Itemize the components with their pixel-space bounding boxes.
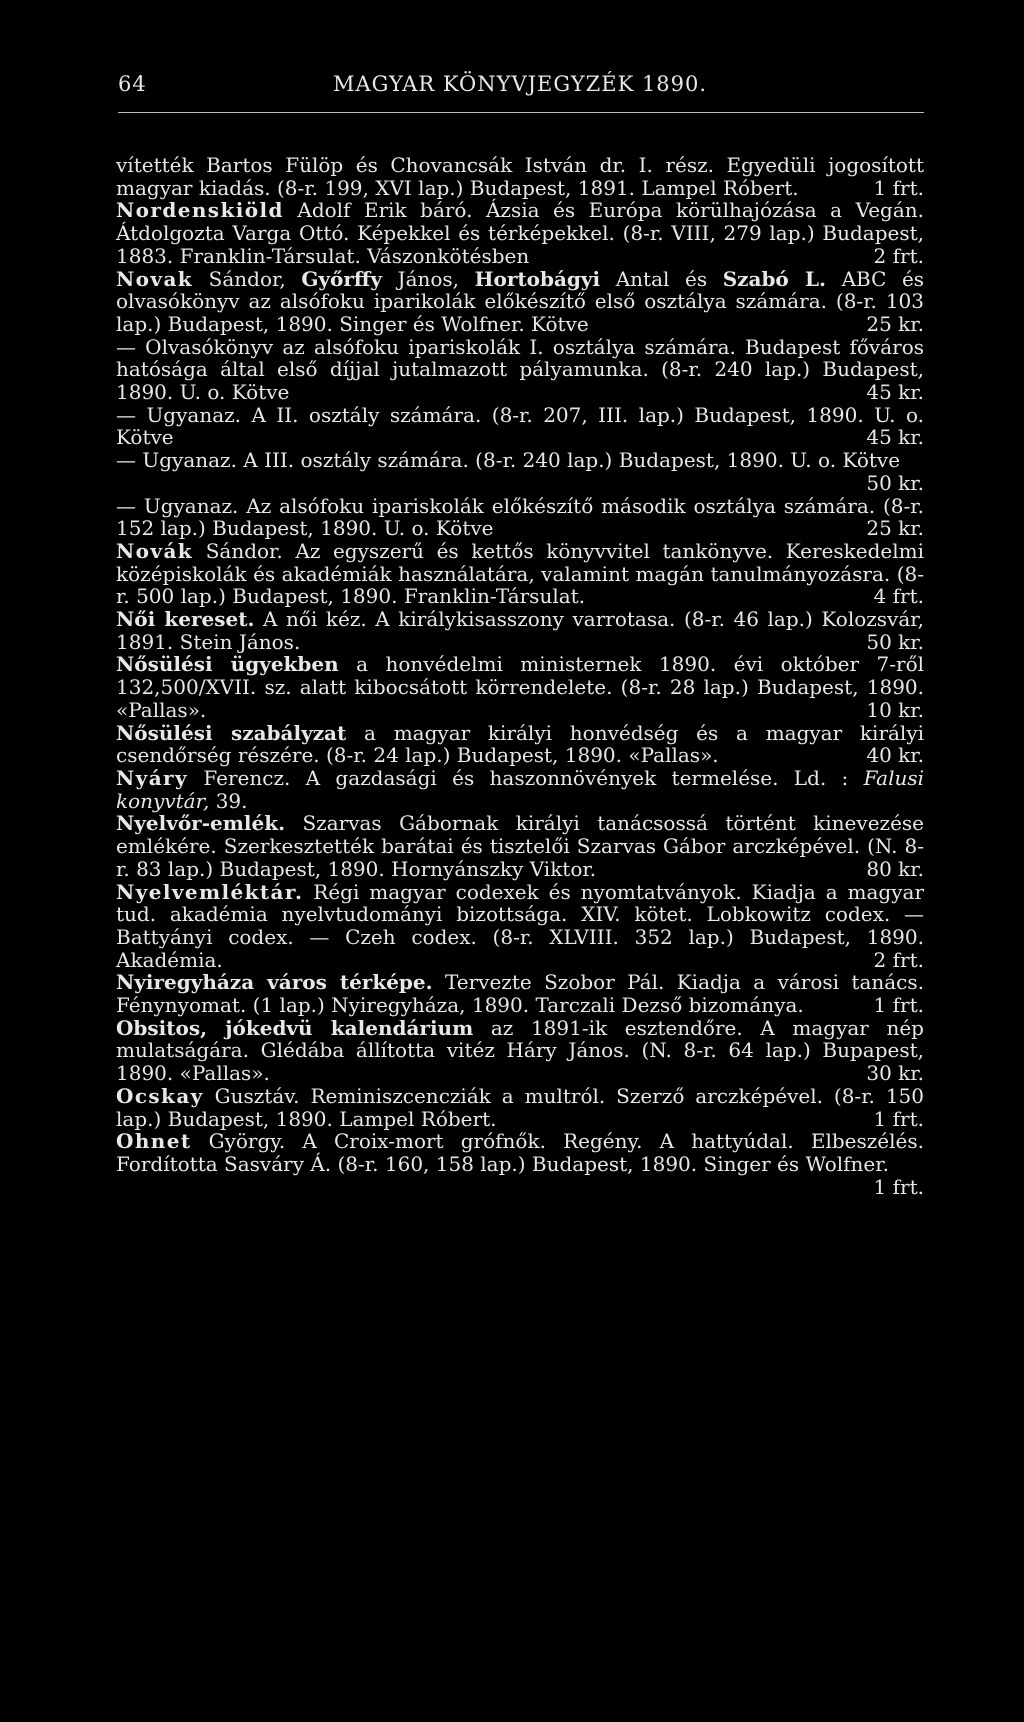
catalogue-entry	[116, 336, 924, 404]
entry-text: Antal és	[615, 266, 708, 291]
entry-text: Sándor,	[208, 266, 286, 291]
catalogue-entry	[116, 495, 924, 540]
entry-price: 80 kr.	[866, 856, 924, 881]
entry-price: 25 kr.	[866, 516, 924, 541]
entry-price: 1 frt.	[873, 1106, 924, 1131]
entry-price: 45 kr.	[866, 380, 924, 405]
entry-heading: Szabó L.	[722, 266, 826, 291]
catalogue-entry	[116, 540, 924, 608]
entry-heading: Hortobágyi	[474, 266, 601, 291]
catalogue-entry	[116, 812, 924, 880]
entry-heading: Obsitos, jókedvü kalendárium	[116, 1015, 474, 1040]
entry-text: Gusztáv. Reminiszcencziák a multról. Szerző arczképével. (8-r. 150 lap.) Budapest, 1890. Lampel Róbert.	[116, 1083, 924, 1131]
entry-text: Sándor. Az egyszerű és kettős könyvvitel tankönyve. Kereskedelmi középiskolák és akadémiák használatára, valamint magán tanulmányozásra. (8-r. 500 lap.) Budapest, 1890. Franklin-Társulat.	[116, 538, 925, 609]
entry-heading: Nyiregyháza város térképe.	[116, 970, 433, 995]
catalogue-entry	[116, 653, 924, 721]
entry-text: — Ugyanaz. Az alsófoku ipariskolák előkészítő második osztálya számára. (8-r. 152 lap.) Budapest, 1890. U. o. Kötve	[116, 493, 924, 541]
entry-heading: Nordenskiöld	[116, 198, 284, 223]
entry-heading: Nyáry	[116, 765, 189, 790]
entry-text: — Ugyanaz. A II. osztály számára. (8-r. 207, III. lap.) Budapest, 1890. U. o. Kötve	[116, 402, 924, 450]
entry-heading: Női kereset.	[116, 607, 255, 632]
entry-text: Tervezte Szobor Pál. Kiadja a városi tanács. Fénynyomat. (1 lap.) Nyiregyháza, 1890. Tarczali Dezső bizománya.	[116, 970, 925, 1018]
catalogue-entry	[116, 154, 924, 199]
entry-heading: Novak	[116, 266, 194, 291]
entry-price: 1 frt.	[873, 1174, 924, 1199]
entry-text: a honvédelmi ministernek 1890. évi október 7-ről 132,500/XVII. sz. alatt kibocsátott körrendelete. (8-r. 28 lap.) Budapest, 1890. «Pallas».	[116, 652, 925, 722]
catalogue-entry	[116, 1085, 924, 1130]
entry-text: Adolf Erik báró. Ázsia és Európa körülhajózása a Vegán. Átdolgozta Varga Ottó. Képekkel és térképekkel. (8-r. VIII, 279 lap.) Budapest, 1883. Franklin-Társulat. Vászonkötésben	[116, 198, 925, 268]
entry-heading: Győrffy	[301, 266, 382, 291]
catalogue-entry	[116, 881, 924, 972]
entry-text: A női kéz. A királykisasszony varrotasa. (8-r. 46 lap.) Kolozsvár, 1891. Stein János.	[116, 607, 924, 654]
entry-heading: Nyelvemléktár.	[116, 879, 304, 904]
catalogue-entry	[116, 268, 924, 336]
entry-price: 4 frt.	[873, 584, 924, 609]
catalogue-entry	[116, 1130, 924, 1198]
entry-heading: Novák	[116, 538, 194, 563]
entry-text: vítették Bartos Fülöp és Chovancsák István dr. I. rész. Egyedüli jogosított magyar kiadás. (8-r. 199, XVI lap.) Budapest, 1891. Lampel Róbert.	[116, 153, 924, 200]
entry-heading: Nyelvőr-emlék.	[116, 811, 286, 836]
catalogue-entry	[116, 971, 924, 1016]
entry-price: 10 kr.	[866, 697, 924, 722]
entry-heading: Ohnet	[116, 1129, 192, 1154]
entry-heading: Ocskay	[116, 1083, 204, 1108]
catalogue-entry	[116, 767, 924, 812]
entry-heading: Nősülési ügyekben	[116, 652, 339, 677]
entry-text: — Ugyanaz. A III. osztály számára. (8-r. 240 lap.) Budapest, 1890. U. o. Kötve	[116, 448, 901, 473]
catalogue-entry	[116, 199, 924, 267]
catalogue-entry	[116, 722, 924, 767]
entry-price: 50 kr.	[866, 629, 924, 654]
entry-text: Ferencz. A gazdasági és haszonnövények termelése. Ld. :	[203, 765, 849, 790]
entry-price: 2 frt.	[873, 947, 924, 972]
entry-price: 45 kr.	[866, 425, 924, 450]
page-number: 64	[118, 72, 147, 96]
entry-text: 39.	[215, 788, 248, 813]
catalogue-entry	[116, 449, 924, 494]
entry-price: 50 kr.	[866, 470, 924, 495]
catalogue-entry	[116, 1017, 924, 1085]
entry-text: György. A Croix-mort grófnők. Regény. A hattyúdal. Elbeszélés. Fordította Sasváry Á. (8-r. 160, 158 lap.) Budapest, 1890. Singer és Wolfner.	[116, 1129, 924, 1176]
running-title: MAGYAR KÖNYVJEGYZÉK 1890.	[332, 72, 708, 96]
catalogue-entries	[116, 154, 924, 1198]
header-rule	[118, 112, 924, 113]
page-header	[118, 72, 922, 100]
entry-price: 2 frt.	[873, 243, 924, 268]
entry-heading: Nősülési szabályzat	[116, 720, 347, 745]
entry-price: 1 frt.	[873, 993, 924, 1018]
catalogue-entry	[116, 404, 924, 449]
entry-price: 30 kr.	[866, 1061, 924, 1086]
entry-text: az 1891-ik esztendőre. A magyar nép mulatságára. Glédába állította vitéz Háry János. (N. 8-r. 64 lap.) Bupapest, 1890. «Pallas».	[116, 1015, 924, 1086]
entry-text: — Olvasókönyv az alsófoku ipariskolák I. osztálya számára. Budapest főváros hatósága által első díjjal jutalmazott pályamunka. (8-r. 240 lap.) Budapest, 1890. U. o. Kötve	[116, 334, 924, 405]
entry-price: 25 kr.	[866, 311, 924, 336]
entry-price: 1 frt.	[873, 175, 924, 200]
entry-text: Régi magyar codexek és nyomtatványok. Kiadja a magyar tud. akadémia nyelvtudományi bizottsága. XIV. kötet. Lobkowitz codex. — Battyányi codex. — Czeh codex. (8-r. XLVIII. 352 lap.) Budapest, 1890. Akadémia.	[116, 879, 925, 972]
series-title: Falusi konyvtár,	[116, 765, 925, 813]
catalogue-entry	[116, 608, 924, 653]
entry-price: 40 kr.	[866, 743, 924, 768]
entry-text: ABC és olvasókönyv az alsófoku iparikolák előkészítő első osztálya számára. (8-r. 103 lap.) Budapest, 1890. Singer és Wolfner. Kötve	[116, 266, 925, 336]
entry-text: János,	[397, 266, 460, 291]
entry-text: Szarvas Gábornak királyi tanácsossá történt kinevezése emlékére. Szerkesztették barátai és tisztelői Szarvas Gábor arczképével. (N. 8-r. 83 lap.) Budapest, 1890. Hornyánszky Viktor.	[116, 811, 924, 881]
entry-text: a magyar királyi honvédség és a magyar királyi csendőrség részére. (8-r. 24 lap.) Budapest, 1890. «Pallas».	[116, 720, 925, 768]
